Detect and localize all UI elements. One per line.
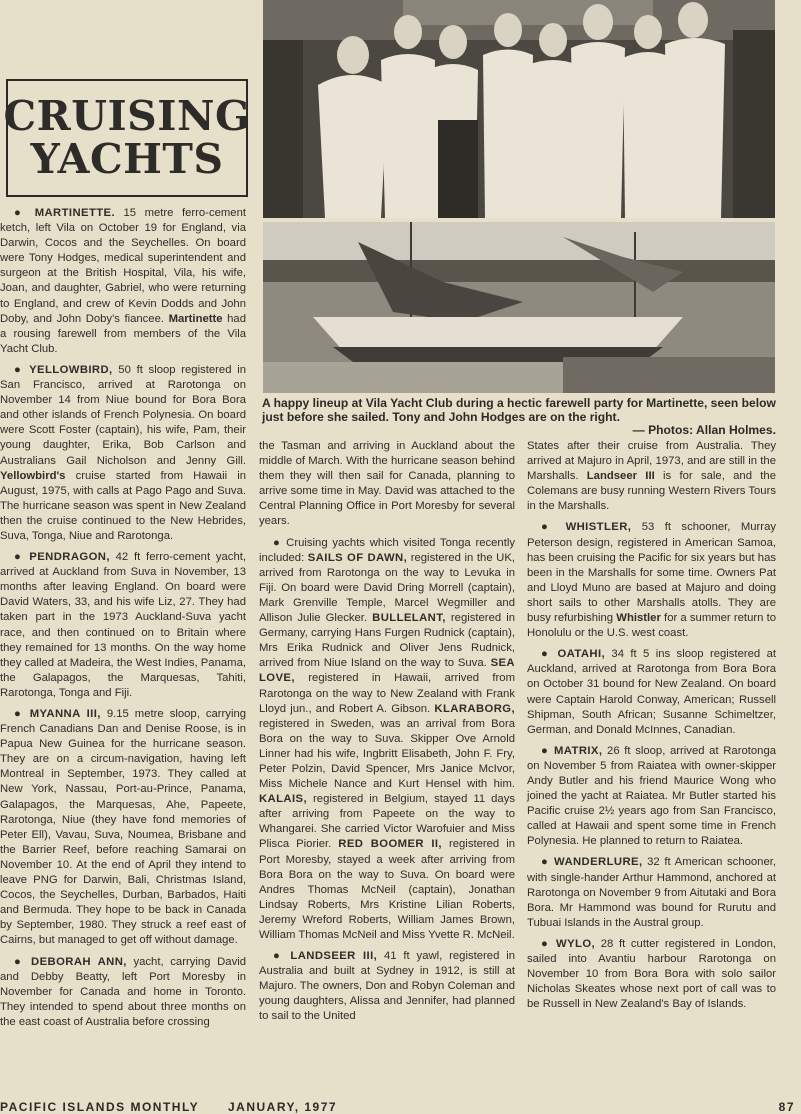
bullet-icon: ●	[14, 955, 25, 968]
photo-credit: — Photos: Allan Holmes.	[632, 423, 776, 437]
bullet-icon: ●	[273, 950, 284, 963]
item-oatahi: ● OATAHI, 34 ft 5 ins sloop registered at Auckland, arrived at Rarotonga from Bora Bora on October 31 bound for New Zealand. On board were Captain Harold Conway, American; Russell Shipman, South African; Susanne Schimeltzer, German, and Donald McInnes, Canadian.	[527, 648, 776, 736]
vessel-name: OATAHI,	[557, 648, 606, 661]
item-myanna: ● MYANNA III, 9.15 metre sloop, carrying French Canadians Dan and Denise Roose, is in Papua New Guinea for the hurricane season. They are on a circum-navigation, having left Montreal in September, 1973. They called at New York, Nassau, Port-au-Prince, Panama, Galapagos, the Marquesas, Ahe, Papeete, Rarotonga, Niue (they have fond memories of Peter Ell), Vavau, Suva, Noumea, Brisbane and the Barrier Reef, before reaching Samarai on November 10. At the end of April they intend to leave PNG for Darwin, Bali, Christmas Island, Cocos, the Seychelles, Durban, Barbados, Haiti and Bermuda. They hope to be back in Canada by September, 1980. They struck a reef east of Cairns, but managed to get off without damage.	[0, 708, 247, 947]
section-title: CRUISING YACHTS	[3, 92, 251, 183]
vessel-name: KLARABORG,	[434, 702, 515, 715]
vessel-name: MATRIX,	[554, 744, 603, 757]
bullet-icon: ●	[541, 856, 550, 869]
item-pendragon: ● PENDRAGON, 42 ft ferro-cement yacht, arrived at Auckland from Suva in November, 13 months after leaving England. On board were David Waters, 33, and his wife Liz, 27. They had taken part in the 1973 Auckland-Suva yacht race, and then continued on to Britain where they remained for 13 months. On the way home they called at Madeira, the West Indies, Panama, the Galapagos, the Marquesas, Tahiti, Rarotonga, Tonga and Fiji.	[0, 551, 247, 699]
vessel-name: MARTINETTE.	[34, 207, 116, 219]
section-masthead	[3, 79, 251, 197]
item-whistler: ● WHISTLER, 53 ft schooner, Murray Peterson design, registered in American Samoa, has been cruising the Pacific for six years but has been in the Marshalls for some time. Owners Pat and Lloyd Muno are based at Majuro and doing short sails to other Marshalls atolls. They are busy refurbishing Whistler for a summer return to Honolulu or the U.S. west coast.	[527, 521, 777, 640]
bullet-icon: ●	[14, 207, 27, 219]
bullet-icon: ●	[541, 648, 552, 661]
page-number: 87	[778, 1100, 795, 1114]
item-wanderlure: ● WANDERLURE, 32 ft American schooner, with single-hander Arthur Hammond, anchored at Rarotonga on November 9 from Aitutaki and Bora Bora. Mr Hammond was bound for Rurutu and Tubuai Islands in the Austral group.	[527, 856, 777, 929]
bullet-icon: ●	[14, 363, 24, 376]
item-deborah-ann-continued: the Tasman and arriving in Auckland about the middle of March. With the hurricane season behind them they will then sail for Canada, planning to arrive some time in May. David was attached to the Central Planning Office in Port Moresby for several years.	[259, 440, 515, 528]
bullet-icon: ●	[541, 937, 551, 950]
item-deborah-ann: ● DEBORAH ANN, yacht, carrying David and Debby Beatty, left Port Moresby in November for Canada and home in Toronto. They intended to spend about three months on the east coast of Australia before crossing	[0, 955, 247, 1028]
issue-date: JANUARY, 1977	[227, 1100, 338, 1114]
vessel-name: DEBORAH ANN,	[31, 955, 127, 968]
bullet-icon: ●	[541, 744, 550, 757]
item-yellowbird: ● YELLOWBIRD, 50 ft sloop registered in San Francisco, arrived at Rarotonga on November 14 from Niue bound for Bora Bora and other islands of French Polynesia. On board were Scott Foster (captain), his wife, Pam, their young daughter, Erika, Bob Carlson and Australians Gail Nicholson and Jenny Gill. Yellowbird's cruise started from Hawaii in August, 1975, with calls at Pago Pago and Suva. The hurricane season was spent in New Zealand then the cruise continued to the New Hebrides, Suva, Tonga, Niue and Rarotonga.	[0, 363, 246, 542]
photo-caption	[262, 397, 776, 438]
vessel-name: RED BOOMER II,	[338, 838, 442, 851]
item-martinette: ● MARTINETTE. 15 metre ferro-cement ketch, left Vila on October 19 for England, via Darwin, Cocos and the Seychelles. On board were Tony Hodges, medical superintendent and surgeon at the British Hospital, Vila, his wife, Joan, and daughter, Gabriel, who were returning to England, and crew of Kevin Dodds and John Doby, and John Doby's fiancee. Martinette had a rousing farewell from members of the Vila Yacht Club.	[0, 207, 246, 355]
vessel-name: SEA LOVE,	[259, 657, 515, 685]
publication-name: PACIFIC ISLANDS MONTHLY	[0, 1100, 199, 1114]
bullet-icon: ●	[273, 536, 282, 549]
vessel-name: KALAIS,	[259, 793, 307, 806]
item-landseer: ● LANDSEER III, 41 ft yawl, registered in Australia and built at Sydney in 1912, is still at Majuro. The owners, Don and Robyn Coleman and young daughters, Alissa and Jennifer, had planned to sail to the United	[259, 950, 516, 1023]
bullet-icon: ●	[541, 521, 556, 534]
bullet-icon: ●	[14, 551, 24, 564]
vessel-name: LANDSEER III,	[290, 950, 378, 963]
caption-text: A happy lineup at Vila Yacht Club during a hectic farewell party for Martinette, seen below just before she sailed. Tony and John Hodges are on the right.	[262, 396, 776, 424]
party-lineup-photo	[263, 0, 775, 218]
item-landseer-continued: States after their cruise from Australia. They arrived at Majuro in April, 1973, and are still in the Marshalls. Landseer III is for sale, and the Colemans are busy running Western Rivers Tours in the Marshalls.	[527, 440, 776, 513]
vessel-name: BULLELANT,	[372, 612, 446, 625]
vessel-name: YELLOWBIRD,	[29, 363, 113, 376]
vessel-name: WANDERLURE,	[554, 856, 643, 869]
column-1	[0, 206, 246, 1036]
column-3	[527, 439, 776, 1018]
item-matrix: ● MATRIX, 26 ft sloop, arrived at Rarotonga on November 5 from Raiatea with owner-skipper Andy Butler and his friend Maurice Wong who joined the yacht at Raiatea. Mr Butler started his Pacific cruise 2½ years ago from San Francisco, called at Hawaii and spent some time in French Polynesia. He planned to return to Raiatea.	[527, 744, 777, 848]
vessel-name: MYANNA III,	[29, 708, 101, 720]
bullet-icon: ●	[14, 708, 24, 720]
item-wylo: ● WYLO, 28 ft cutter registered in London, sailed into Avantiu harbour Rarotonga on November 10 from Bora Bora with solo sailor Nicholas Skeates whose next port of call was to be Russell in New Zealand's Bay of Islands.	[527, 937, 777, 1011]
page-footer	[0, 1100, 801, 1114]
vessel-name: WYLO,	[556, 937, 596, 950]
martinette-yacht-photo	[263, 222, 775, 393]
vessel-name: SAILS OF DAWN,	[307, 551, 408, 564]
vessel-name: WHISTLER,	[565, 521, 632, 534]
vessel-name: PENDRAGON,	[29, 551, 110, 564]
column-2	[259, 439, 515, 1031]
item-tonga-visitors: ● Cruising yachts which visited Tonga recently included: SAILS OF DAWN, registered in the UK, arrived from Rarotonga on the way to Levuka in Fiji. On board were David Dring Morrell (captain), Mark Grenville Temple, Marcel Wegmiller and Allison Julie Glecker. BULLELANT, registered in Germany, carrying Hans Furgen Rudnick (captain), Mrs Erika Rudnick and Oliver Jens Rudnick, arrived from Niue Island on the way to Suva. SEA LOVE, registered in Hawaii, arrived from Rarotonga on the way to New Zealand with Frank Lloyd jun., and Robert A. Gibson. KLARABORG, registered in Sweden, was an arrival from Bora Bora on the way to Suva. Skipper Ove Arnold Linner had his wife, Ingbritt Elisabeth, John F. Fry, Peter Polzin, David Spencer, Mrs Janice McIvor, Miss Michele Nance and Kurt Hensel with him. KALAIS, registered in Belgium, stayed 11 days after arriving from Papeete on the way to Whangarei. She carried Victor Warofuier and Miss Plisca Piorier. RED BOOMER II, registered in Port Moresby, stayed a week after arriving from Bora Bora on the way to Suva. On board were Andres Thomas McNeil (captain), Jonathan Lindsay Roberts, Mrs Kristine Lilian Roberts, Jeremy Wreford Roberts, William James Brown, William Thomas McNeil and Miss Yvette R. McNeil.	[259, 536, 516, 941]
